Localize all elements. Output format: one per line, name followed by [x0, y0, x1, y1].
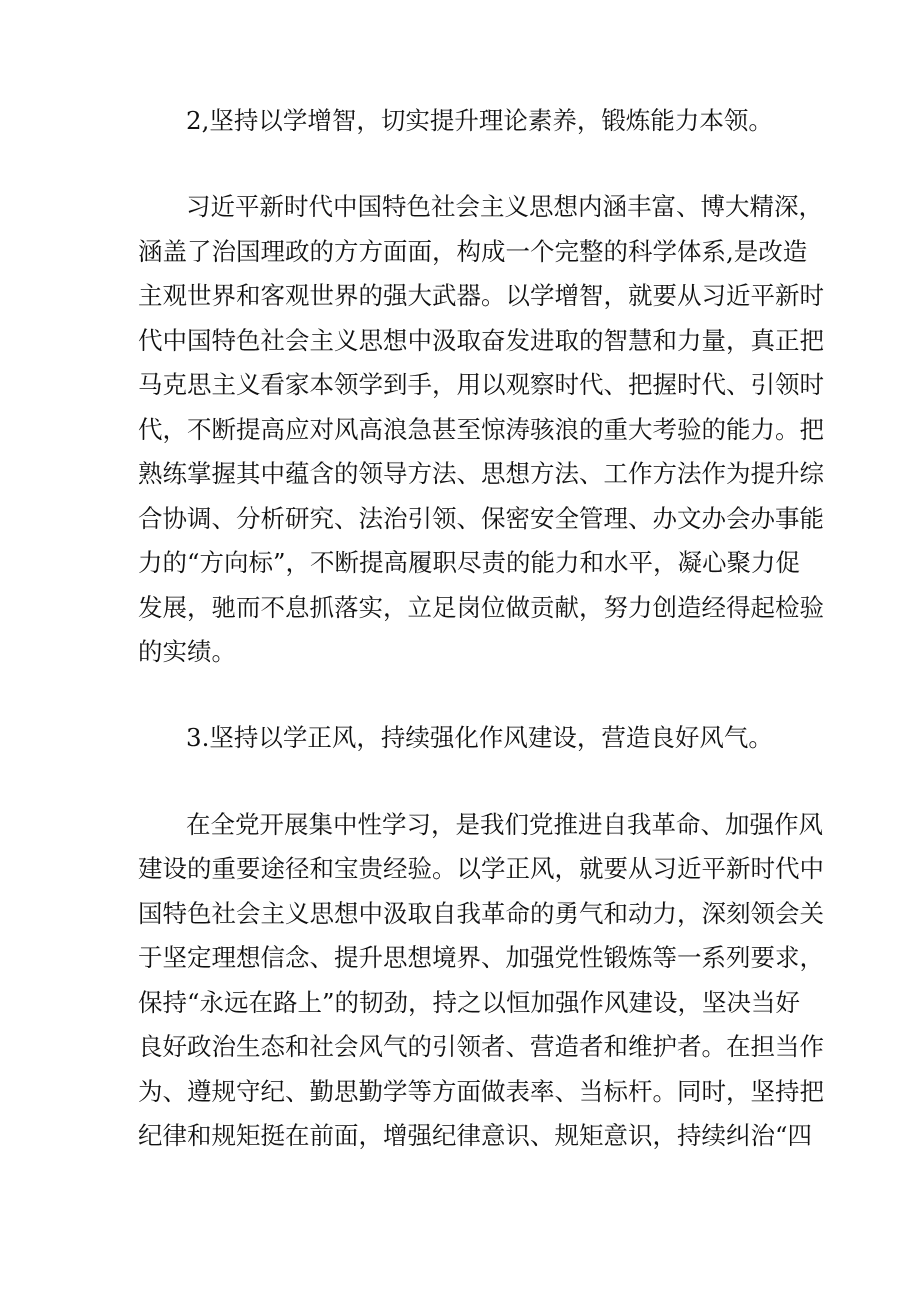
paragraph-line: 的实绩。	[138, 637, 236, 666]
paragraph-line: 纪律和规矩挺在前面，增强纪律意识、规矩意识，持续纠治“四	[138, 1121, 813, 1150]
paragraph-line: 熟练掌握其中蕴含的领导方法、思想方法、工作方法作为提升综	[138, 459, 824, 488]
section-heading-2: 2,坚持以学增智，切实提升理论素养，锻炼能力本领。	[186, 106, 773, 135]
paragraph-line: 为、遵规守纪、勤思勤学等方面做表率、当标杆。同时，坚持把	[138, 1077, 824, 1106]
section-heading-3: 3.坚持以学正风，持续强化作风建设，营造良好风气。	[186, 723, 773, 752]
paragraph-line: 力的“方向标”，不断提高履职尽责的能力和水平，凝心聚力促	[138, 548, 801, 577]
paragraph-line: 保持“永远在路上”的韧劲，持之以恒加强作风建设，坚决当好	[138, 988, 801, 1017]
paragraph-line: 良好政治生态和社会风气的引领者、营造者和维护者。在担当作	[138, 1032, 824, 1061]
paragraph-line: 发展，驰而不息抓落实，立足岗位做贡献，努力创造经得起检验	[138, 593, 824, 622]
paragraph-line: 代中国特色社会主义思想中汲取奋发进取的智慧和力量，真正把	[138, 326, 824, 355]
paragraph-line: 主观世界和客观世界的强大武器。以学增智，就要从习近平新时	[138, 281, 824, 310]
paragraph-line: 于坚定理想信念、提升思想境界、加强党性锻炼等一系列要求，	[138, 943, 824, 972]
paragraph-line: 马克思主义看家本领学到手，用以观察时代、把握时代、引领时	[138, 370, 824, 399]
paragraph-line: 在全党开展集中性学习，是我们党推进自我革命、加强作风	[186, 810, 823, 839]
paragraph-line: 国特色社会主义思想中汲取自我革命的勇气和动力，深刻领会关	[138, 899, 824, 928]
paragraph-line: 合协调、分析研究、法治引领、保密安全管理、办文办会办事能	[138, 504, 824, 533]
paragraph-line: 涵盖了治国理政的方方面面，构成一个完整的科学体系,是改造	[138, 237, 808, 266]
paragraph-line: 代，不断提高应对风高浪急甚至惊涛骇浪的重大考验的能力。把	[138, 415, 824, 444]
paragraph-line: 习近平新时代中国特色社会主义思想内涵丰富、博大精深，	[186, 192, 823, 221]
paragraph-line: 建设的重要途径和宝贵经验。以学正风，就要从习近平新时代中	[138, 854, 824, 883]
